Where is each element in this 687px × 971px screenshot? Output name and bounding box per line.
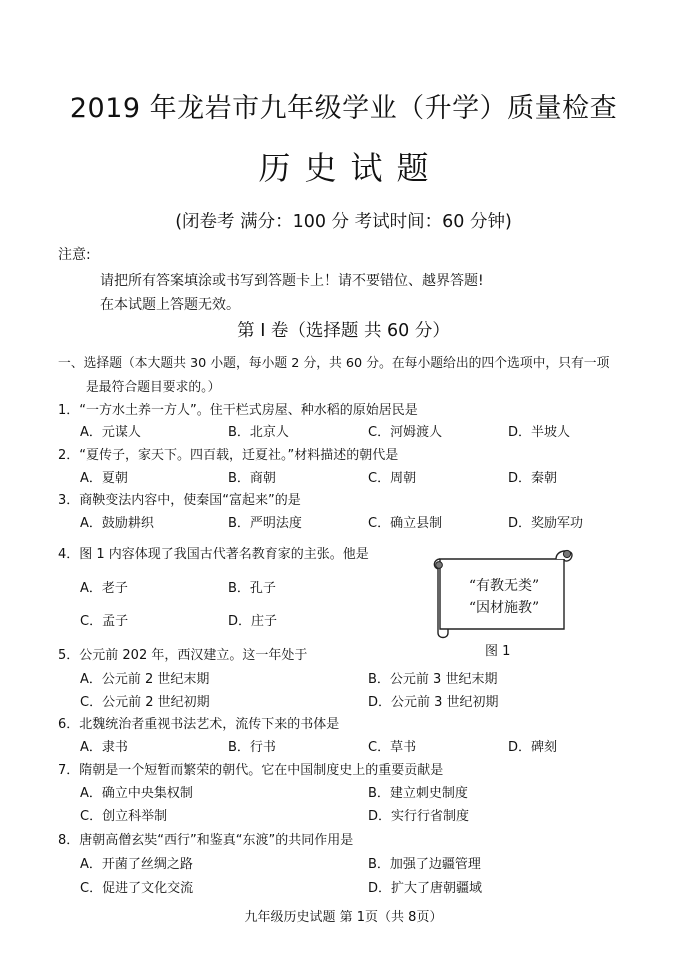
- exam-meta: (闭卷考 满分：100 分 考试时间：60 分钟): [175, 212, 512, 232]
- question-2-option-b: B．商朝: [228, 471, 276, 486]
- question-4-option-c: C．孟子: [80, 614, 129, 629]
- question-6-stem: 6．北魏统治者重视书法艺术，流传下来的书体是: [58, 717, 340, 732]
- question-2-stem: 2．“夏传子，家天下。四百载，迁夏社。”材料描述的朝代是: [58, 448, 399, 463]
- question-6-option-d: D．碑刻: [508, 740, 558, 755]
- question-5-stem: 5．公元前 202 年，西汉建立。这一年处于: [58, 648, 308, 663]
- figure-1-caption: 图 1: [485, 644, 511, 659]
- note-line-1: 请把所有答案填涂或书写到答题卡上！请不要错位、越界答题!: [100, 273, 484, 289]
- note-line-2: 在本试题上答题无效。: [100, 297, 240, 313]
- figure-1-quote-2: “因材施教”: [468, 600, 540, 616]
- figure-1-scroll: [430, 545, 578, 641]
- question-7-option-c: C．创立科举制: [80, 809, 168, 824]
- question-4-option-d: D．庄子: [228, 614, 278, 629]
- question-5-option-d: D．公元前 3 世纪初期: [368, 695, 499, 710]
- question-2-option-d: D．秦朝: [508, 471, 558, 486]
- question-8-option-b: B．加强了边疆管理: [368, 857, 481, 872]
- question-3-option-b: B．严明法度: [228, 516, 302, 531]
- question-4-stem: 4．图 1 内容体现了我国古代著名教育家的主张。他是: [58, 547, 369, 562]
- question-8-option-a: A．开菌了丝绸之路: [80, 857, 193, 872]
- question-7-option-a: A．确立中央集权制: [80, 786, 193, 801]
- question-2-option-c: C．周朝: [368, 471, 417, 486]
- question-6-option-a: A．隶书: [80, 740, 128, 755]
- question-7-option-d: D．实行行省制度: [368, 809, 470, 824]
- page-footer: 九年级历史试题 第 1页（共 8页）: [244, 910, 443, 925]
- exam-subject: 历史试题: [258, 149, 443, 187]
- question-3-option-a: A．鼓励耕织: [80, 516, 154, 531]
- exam-title: 2019 年龙岩市九年级学业（升学）质量检查: [69, 93, 618, 124]
- question-2-option-a: A．夏朝: [80, 471, 128, 486]
- question-1-option-b: B．北京人: [228, 425, 289, 440]
- question-8-option-c: C．促进了文化交流: [80, 881, 194, 896]
- question-1-option-a: A．元谋人: [80, 425, 141, 440]
- question-5-option-c: C．公元前 2 世纪初期: [80, 695, 210, 710]
- question-1-option-d: D．半坡人: [508, 425, 571, 440]
- question-7-stem: 7．隋朝是一个短暂而繁荣的朝代。它在中国制度史上的重要贡献是: [58, 763, 444, 778]
- section-instruction-1: 一、选择题（本大题共 30 小题，每小题 2 分，共 60 分。在每小题给出的四个选项中，只有一项: [58, 356, 610, 371]
- question-5-option-b: B．公元前 3 世纪末期: [368, 672, 498, 687]
- section-instruction-2: 是最符合题目要求的。）: [86, 380, 221, 395]
- question-7-option-b: B．建立刺史制度: [368, 786, 468, 801]
- question-3-stem: 3．商鞅变法内容中，使秦国“富起来”的是: [58, 493, 301, 508]
- question-8-stem: 8．唐朝高僧玄奘“西行”和鉴真“东渡”的共同作用是: [58, 833, 354, 848]
- question-4-option-b: B．孔子: [228, 581, 276, 596]
- question-6-option-c: C．草书: [368, 740, 417, 755]
- note-label: 注意:: [58, 247, 91, 263]
- figure-1-quote-1: “有教无类”: [468, 578, 540, 594]
- section-title: 第 I 卷（选择题 共 60 分）: [237, 321, 450, 341]
- question-6-option-b: B．行书: [228, 740, 276, 755]
- question-5-option-a: A．公元前 2 世纪末期: [80, 672, 210, 687]
- question-1-option-c: C．河姆渡人: [368, 425, 443, 440]
- question-8-option-d: D．扩大了唐朝疆域: [368, 881, 483, 896]
- question-4-option-a: A．老子: [80, 581, 128, 596]
- question-3-option-c: C．确立县制: [368, 516, 443, 531]
- question-3-option-d: D．奖励军功: [508, 516, 584, 531]
- question-1-stem: 1．“一方水土养一方人”。住干栏式房屋、种水稻的原始居民是: [58, 403, 418, 418]
